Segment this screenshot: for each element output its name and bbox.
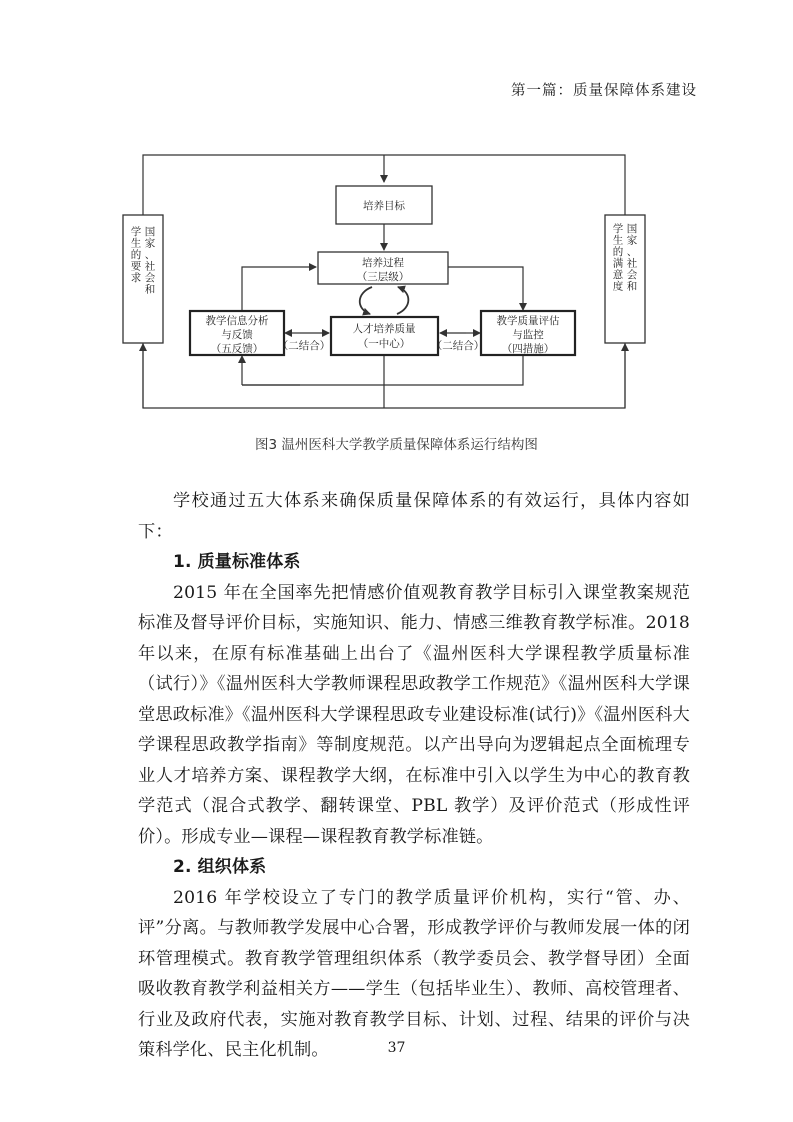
vertical-char: 求	[130, 272, 142, 284]
vertical-char: 、	[626, 246, 638, 258]
process-label-1: 培养过程	[362, 257, 404, 269]
vertical-char: 的	[612, 246, 624, 258]
satisfaction-box	[605, 215, 645, 343]
center-label-2: （一中心）	[357, 338, 411, 350]
section-heading-2: 2. 组织体系	[173, 857, 267, 877]
vertical-char: 的	[130, 249, 142, 261]
vertical-char: 意	[612, 269, 624, 281]
vertical-char: 满	[612, 257, 624, 270]
vertical-char: 社	[144, 260, 156, 273]
requirements-box	[123, 215, 163, 343]
vertical-char: 和	[626, 280, 638, 293]
vertical-char: 要	[130, 260, 142, 273]
vertical-char: 学	[130, 226, 142, 238]
page-number: 37	[387, 1040, 406, 1056]
figure-caption: 图3 温州医科大学教学质量保障体系运行结构图	[255, 437, 538, 453]
evaluation-label-2: 与监控	[512, 329, 544, 341]
vertical-char: 度	[612, 280, 624, 293]
combine-left-label: （二结合）	[277, 340, 331, 352]
cycle-arrow-left-icon	[360, 287, 372, 314]
process-label-2: （三层级）	[356, 271, 410, 283]
body-text	[138, 486, 690, 1066]
analysis-label-2: 与反馈	[221, 329, 253, 341]
process-to-eval-arrow	[448, 267, 523, 310]
center-label-1: 人才培养质量	[352, 323, 416, 335]
vertical-char: 会	[626, 269, 638, 281]
vertical-char: 家	[626, 234, 638, 247]
evaluation-label-3: （四措施）	[501, 343, 555, 355]
quality-structure-diagram	[0, 0, 793, 420]
inner-bottom-loop	[242, 355, 523, 385]
paragraph-quality-standards: 2015 年在全国率先把情感价值观教育教学目标引入课堂教案规范标准及督导评价目标，实施知识、能力、情感三维教育教学标准。2018 年以来，在原有标准基础上出台了《温州医科大学课程教学质量标准（试行）》《温州医科大学教师课程思政教学工作规范》《温州医科大学课堂思政标准》《温州医科大学课程思政专业建设标准(试行)》《温州医科大学课程思政教学指南》等制度规范。以产出导向为逻辑起点全面梳理专业人才培养方案、课程教学大纲，在标准中引入以学生为中心的教育教学范式（混合式教学、翻转课堂、PBL 教学）及评价范式（形成性评价）。形成专业—课程—课程教育教学标准链。	[138, 582, 690, 847]
analysis-to-process-arrow	[242, 267, 316, 310]
analysis-label-1: 教学信息分析	[205, 315, 269, 327]
running-header: 第一篇：质量保障体系建设	[511, 83, 697, 99]
goal-label: 培养目标	[363, 200, 405, 212]
vertical-char: 生	[130, 237, 142, 250]
vertical-char: 学	[612, 223, 624, 235]
combine-right-label: （二结合）	[431, 340, 485, 352]
intro-paragraph: 学校通过五大体系来确保质量保障体系的有效运行，具体内容如下：	[138, 491, 690, 542]
vertical-char: 会	[144, 272, 156, 284]
evaluation-label-1: 教学质量评估	[496, 315, 560, 327]
vertical-char: 国	[144, 226, 156, 238]
analysis-label-3: （五反馈）	[210, 343, 264, 355]
vertical-char: 国	[626, 223, 638, 235]
vertical-char: 社	[626, 257, 638, 270]
vertical-char: 、	[144, 249, 156, 261]
vertical-char: 和	[144, 283, 156, 296]
vertical-char: 家	[144, 237, 156, 250]
vertical-char: 生	[612, 234, 624, 247]
section-heading-1: 1. 质量标准体系	[173, 552, 301, 572]
cycle-arrow-right-icon	[397, 287, 408, 314]
paragraph-organization: 2016 年学校设立了专门的教学质量评价机构，实行“管、办、评”分离。与教师教学发展中心合署，形成教学评价与教师发展一体的闭环管理模式。教育教学管理组织体系（教学委员会、教学督导团）全面吸收教育教学利益相关方——学生（包括毕业生）、教师、高校管理者、行业及政府代表，实施对教育教学目标、计划、过程、结果的评价与决策科学化、民主化机制。	[138, 887, 690, 1060]
